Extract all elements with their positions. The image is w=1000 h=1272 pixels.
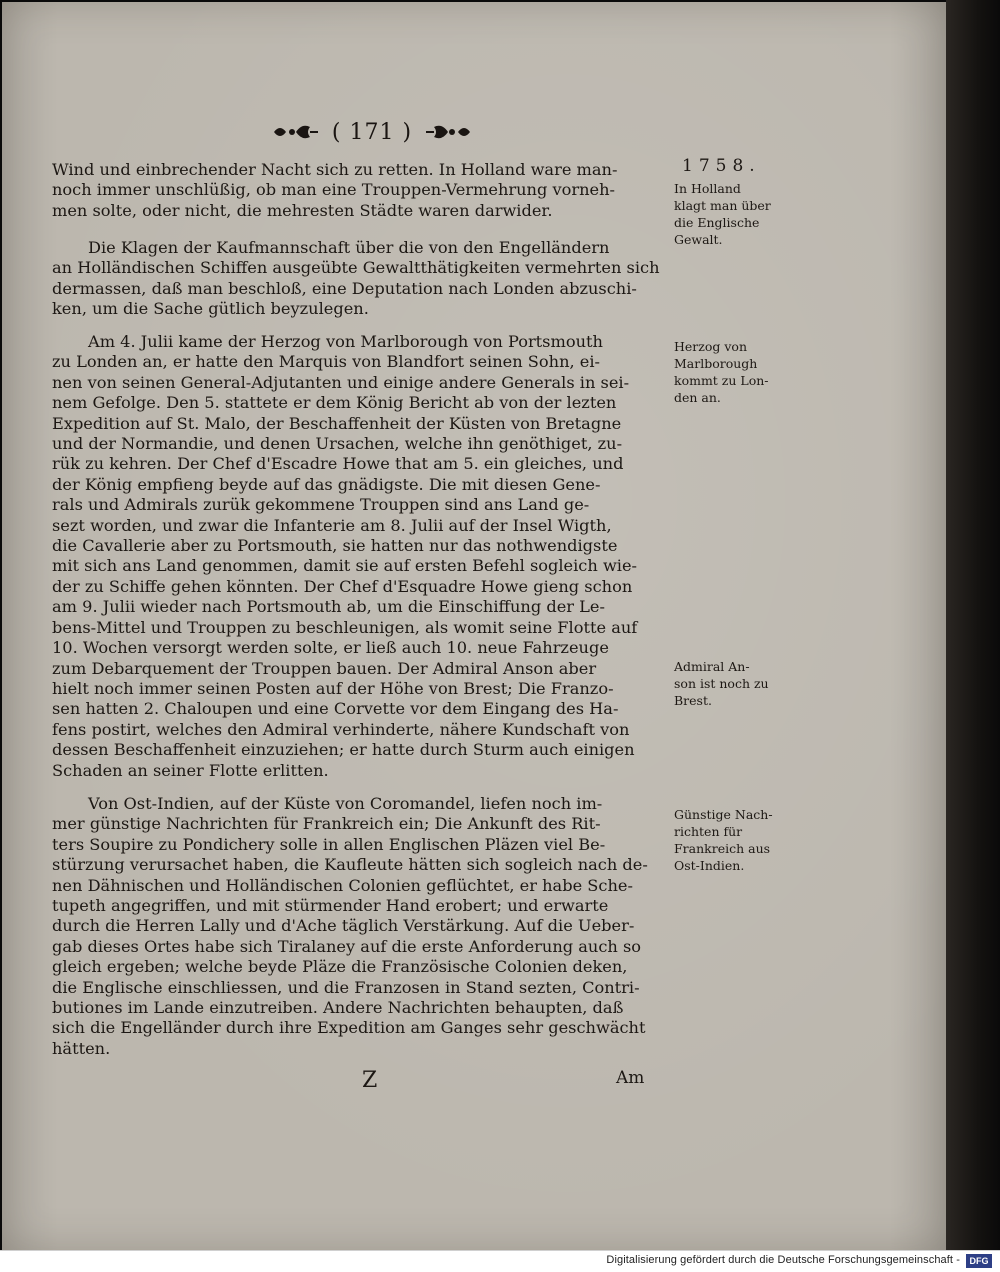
text-line: ters Soupire zu Pondichery solle in allen Englischen Pläzen viel Be- (52, 834, 606, 854)
marginal-note-east-india (674, 806, 800, 874)
text-line: zu Londen an, er hatte den Marquis von Blandfort seinen Sohn, ei- (52, 352, 601, 372)
text-line: mer günstige Nachrichten für Frankreich ein; Die Ankunft des Rit- (52, 814, 601, 834)
text-line: am 9. Julii wieder nach Portsmouth ab, um die Einschiffung der Le- (52, 597, 605, 617)
text-line: nem Gefolge. Den 5. stattete er dem König Bericht ab von der lezten (52, 393, 617, 413)
text-line: nen von seinen General-Adjutanten und einige andere Generals in sei- (52, 372, 630, 392)
catchword: Am (616, 1068, 645, 1088)
text-line: der zu Schiffe gehen könnten. Der Chef d'Esquadre Howe gieng schon (52, 576, 633, 596)
margin-line: son ist noch zu (674, 676, 769, 691)
signature-mark: Z (362, 1068, 378, 1093)
text-line: hätten. (52, 1038, 111, 1058)
text-line: Wind und einbrechender Nacht sich zu retten. In Holland ware man- (52, 160, 618, 179)
margin-line: den an. (674, 390, 721, 405)
text-line: Von Ost-Indien, auf der Küste von Coromandel, liefen noch im- (88, 794, 603, 813)
left-ornament-icon (272, 121, 320, 143)
text-line: dessen Beschaffenheit einzuziehen; er hatte durch Sturm auch einigen (52, 740, 635, 760)
text-line: fens postirt, welches den Admiral verhinderte, nähere Kundschaft von (52, 719, 630, 739)
page-number: ( 171 ) (331, 119, 413, 145)
text-line: zum Debarquement der Trouppen bauen. Der Admiral Anson aber (52, 658, 597, 678)
text-line: sezt worden, und zwar die Infanterie am 8. Julii auf der Insel Wigth, (52, 515, 612, 535)
marginal-note-anson (674, 658, 800, 709)
paragraph-marlborough (52, 332, 676, 781)
margin-line: kommt zu Lon- (674, 373, 769, 388)
margin-line: Frankreich aus (674, 841, 771, 856)
text-line: an Holländischen Schiffen ausgeübte Gewaltthätigkeiten vermehrten sich (52, 258, 660, 278)
text-line: butiones im Lande einzutreiben. Andere Nachrichten behaupten, daß (52, 998, 624, 1018)
dfg-logo-icon: DFG (966, 1254, 992, 1268)
text-line: gleich ergeben; welche beyde Pläze die Französische Colonien deken, (52, 957, 628, 977)
text-line: durch die Herren Lally und d'Ache täglich Verstärkung. Auf die Ueber- (52, 916, 635, 936)
text-line: tupeth angegriffen, und mit stürmender Hand erobert; und erwarte (52, 896, 609, 916)
margin-line: Marlborough (674, 356, 758, 371)
text-line: der König empfieng beyde auf das gnädigste. Die mit diesen Gene- (52, 474, 601, 494)
text-line: ken, um die Sache gütlich beyzulegen. (52, 299, 369, 319)
text-line: Expedition auf St. Malo, der Beschaffenheit der Küsten von Bretagne (52, 413, 622, 433)
text-line: sen hatten 2. Chaloupen und eine Corvette vor dem Eingang des Ha- (52, 699, 619, 719)
text-line: und der Normandie, und denen Ursachen, welche ihn genöthiget, zu- (52, 434, 623, 454)
text-line: rük zu kehren. Der Chef d'Escadre Howe that am 5. ein gleiches, und (52, 454, 624, 474)
text-line: gab dieses Ortes habe sich Tiralaney auf die erste Anforderung auch so (52, 936, 642, 956)
text-line: dermassen, daß man beschloß, eine Deputation nach Londen abzuschi- (52, 278, 637, 298)
paragraph-east-india (52, 794, 676, 1059)
text-line: 10. Wochen versorgt werden solte, er ließ auch 10. neue Fahrzeuge (52, 638, 609, 658)
year-marginal: 1758. (682, 156, 761, 176)
margin-line: In Holland (674, 181, 741, 196)
text-line: mit sich ans Land genommen, damit sie auf ersten Befehl sogleich wie- (52, 556, 638, 576)
footer-bar (0, 1250, 1000, 1272)
text-line: Schaden an seiner Flotte erlitten. (52, 760, 329, 780)
marginal-note-holland (674, 180, 800, 248)
margin-line: Admiral An- (674, 659, 750, 674)
text-line: sich die Engelländer durch ihre Expedition am Ganges sehr geschwächt (52, 1018, 646, 1038)
margin-line: Brest. (674, 693, 712, 708)
paragraph-complaints (52, 238, 676, 320)
paragraph-holland (52, 160, 676, 221)
book-spine-edge (946, 0, 1000, 1250)
text-line: die Englische einschliessen, und die Franzosen in Stand sezten, Contri- (52, 977, 640, 997)
page-header (257, 112, 487, 152)
margin-line: Herzog von (674, 339, 747, 354)
text-line: bens-Mittel und Trouppen zu beschleunigen, als womit seine Flotte auf (52, 617, 638, 637)
text-line: Die Klagen der Kaufmannschaft über die von den Engelländern (88, 238, 610, 257)
text-line: rals und Admirals zurük gekommene Trouppen sind ans Land ge- (52, 495, 590, 515)
text-line: noch immer unschlüßig, ob man eine Trouppen-Vermehrung vorneh- (52, 180, 616, 200)
margin-line: klagt man über (674, 198, 771, 213)
margin-line: Günstige Nach- (674, 807, 773, 822)
margin-line: die Englische (674, 215, 760, 230)
text-line: Am 4. Julii kame der Herzog von Marlborough von Portsmouth (88, 332, 603, 351)
text-line: stürzung verursachet haben, die Kaufleute hätten sich sogleich nach de- (52, 855, 648, 875)
text-line: men solte, oder nicht, die mehresten Städte waren darwider. (52, 200, 553, 220)
margin-line: richten für (674, 824, 743, 839)
footer-credit: Digitalisierung gefördert durch die Deutsche Forschungsgemeinschaft - (606, 1254, 960, 1266)
margin-line: Gewalt. (674, 232, 723, 247)
text-line: die Cavallerie aber zu Portsmouth, sie hatten nur das nothwendigste (52, 536, 618, 556)
marginal-note-marlborough (674, 338, 800, 406)
margin-line: Ost-Indien. (674, 858, 745, 873)
text-line: hielt noch immer seinen Posten auf der Höhe von Brest; Die Franzo- (52, 678, 614, 698)
text-line: nen Dähnischen und Holländischen Colonien geflüchtet, er habe Sche- (52, 875, 633, 895)
right-ornament-icon (424, 121, 472, 143)
book-page (2, 2, 946, 1250)
